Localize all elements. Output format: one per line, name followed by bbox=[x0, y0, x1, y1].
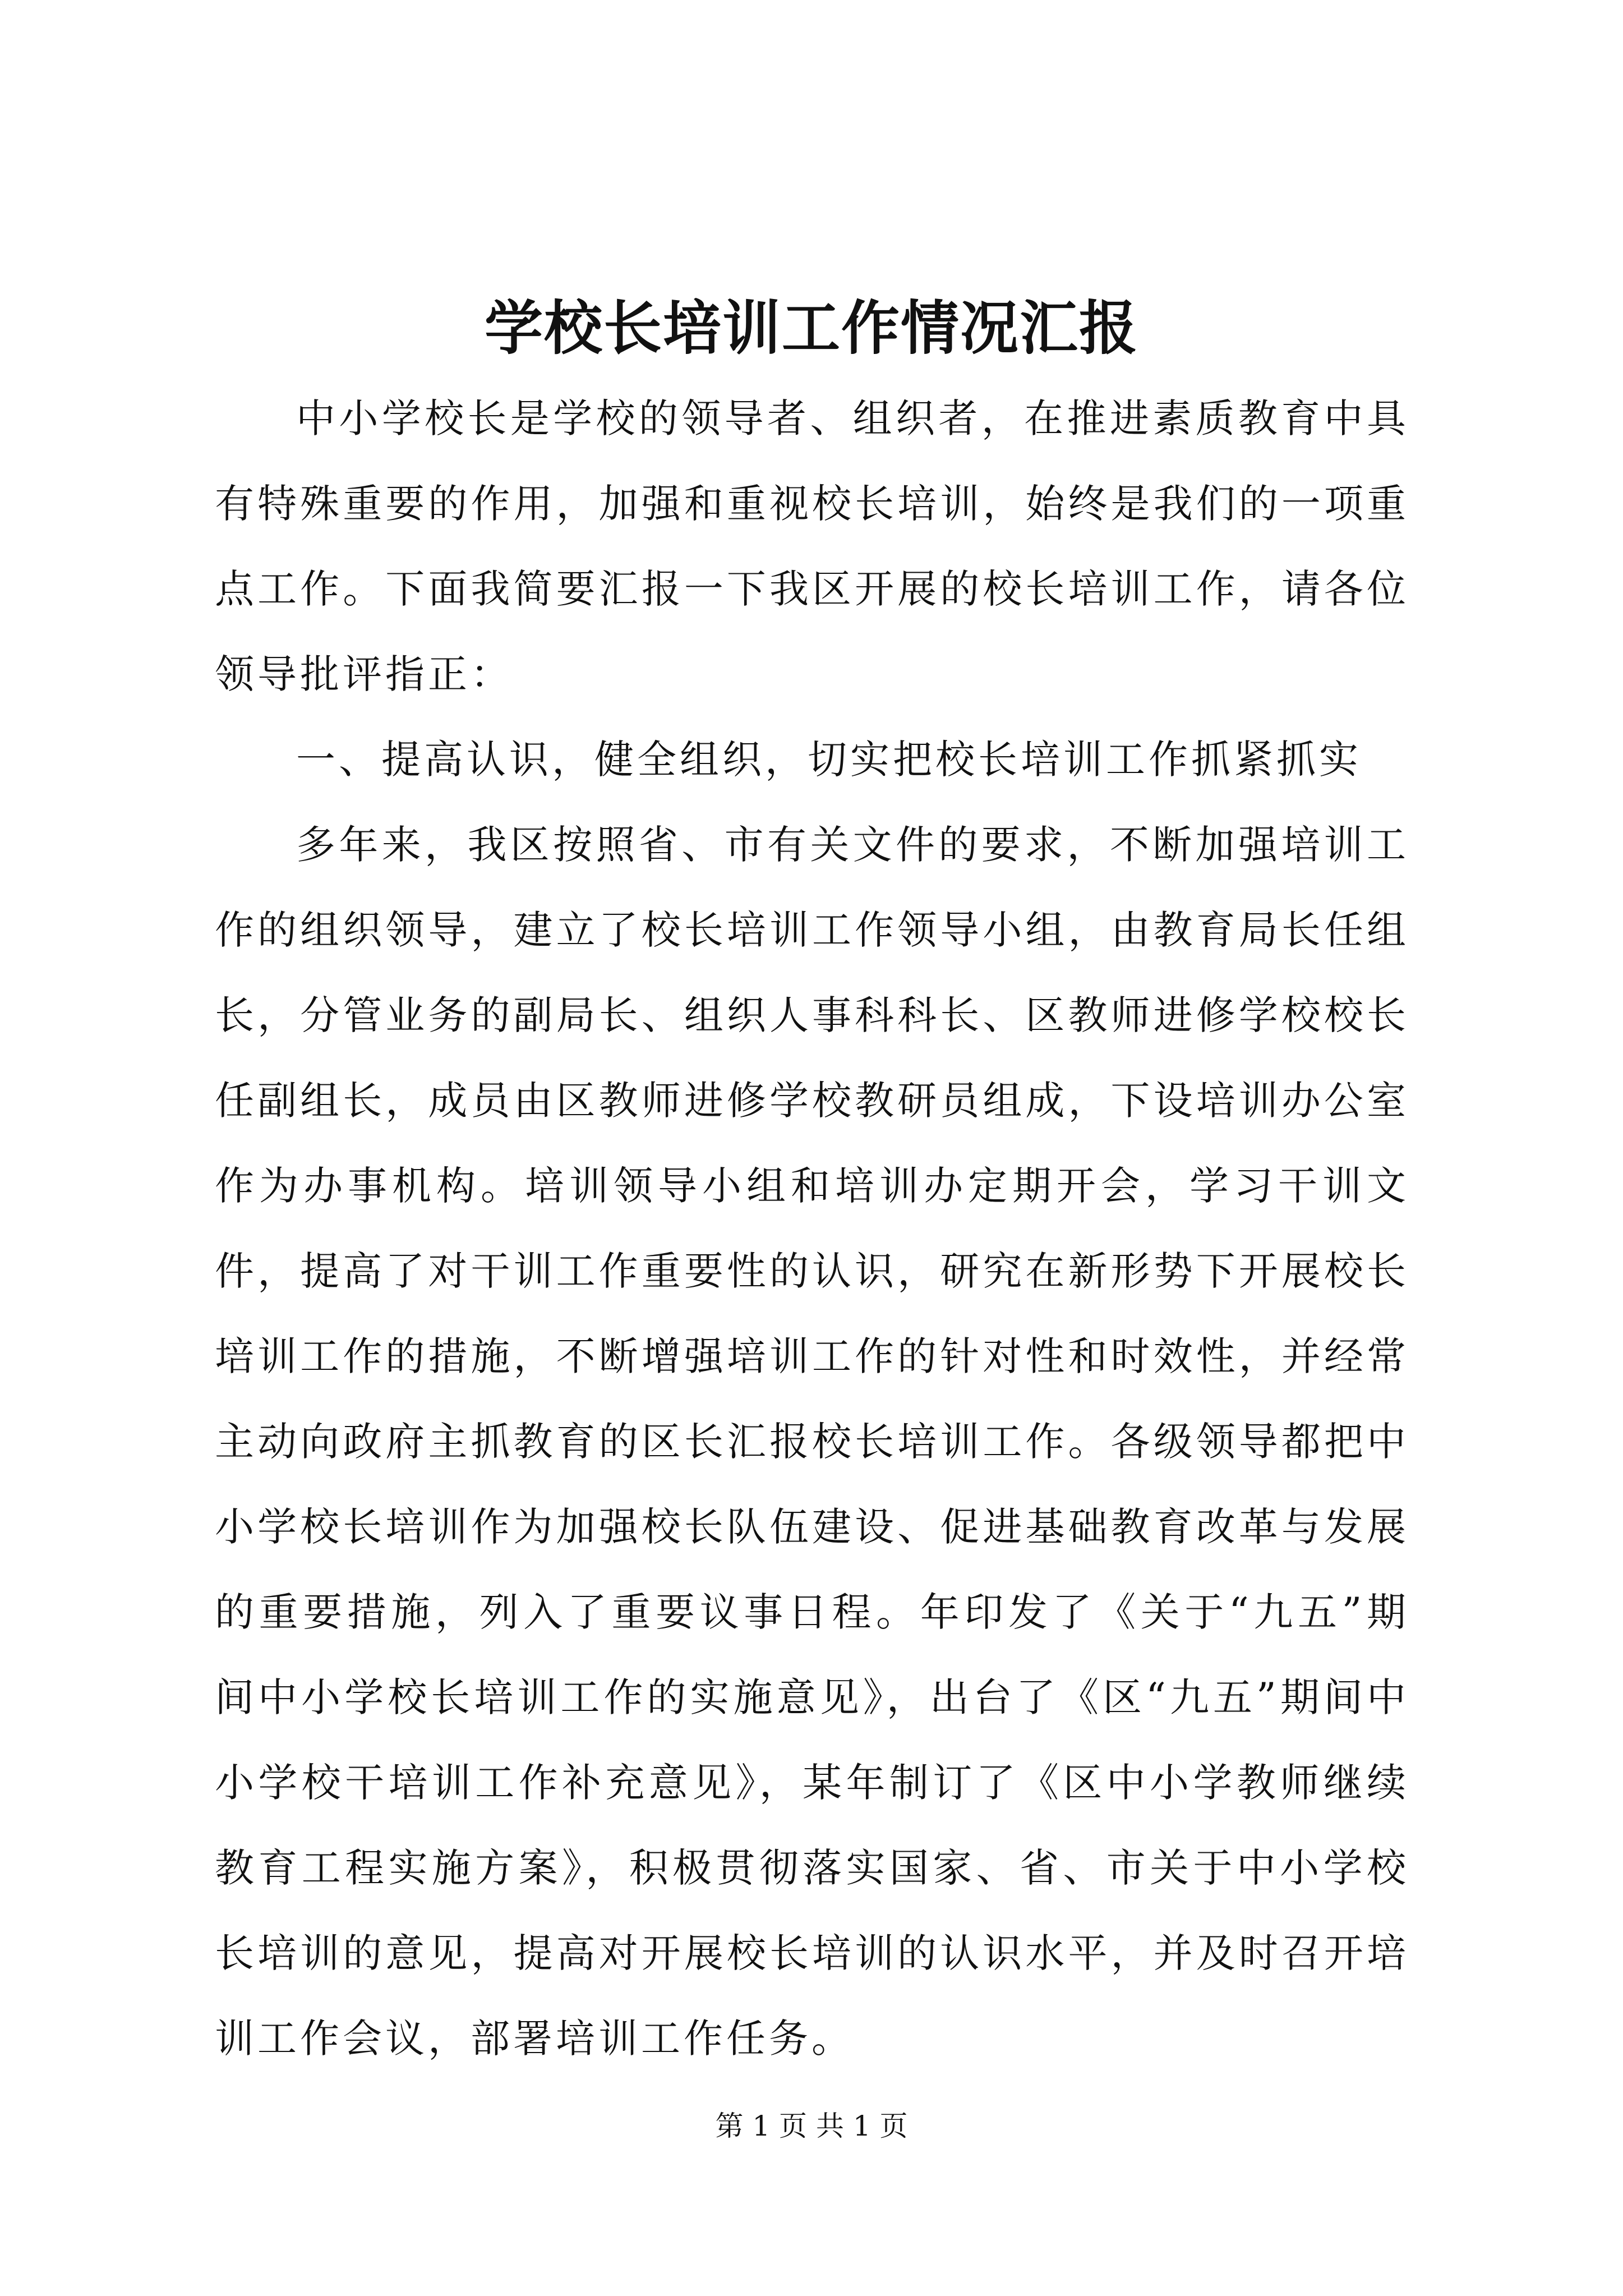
intro-paragraph: 中小学校长是学校的领导者、组织者，在推进素质教育中具有特殊重要的作用，加强和重视校长培训，始终是我们的一项重点工作。下面我简要汇报一下我区开展的校长培训工作，请各位领导批评指正： bbox=[215, 395, 1409, 697]
section-heading: 一、提高认识，健全组织，切实把校长培训工作抓紧抓实 bbox=[296, 737, 1362, 783]
section-paragraph: 多年来，我区按照省、市有关文件的要求，不断加强培训工作的组织领导，建立了校长培训工作领导小组，由教育局长任组长，分管业务的副局长、组织人事科科长、区教师进修学校校长任副组长，成员由区教师进修学校教研员组成，下设培训办公室作为办事机构。培训领导小组和培训办定期开会，学习干训文件，提高了对干训工作重要性的认识，研究在新形势下开展校长培训工作的措施，不断增强培训工作的针对性和时效性，并经常主动向政府主抓教育的区长汇报校长培训工作。各级领导都把中小学校长培训作为加强校长队伍建设、促进基础教育改革与发展的重要措施，列入了重要议事日程。年印发了《关于“九五”期间中小学校长培训工作的实施意见》，出台了《区“九五”期间中小学校干培训工作补充意见》，某年制订了《区中小学教师继续教育工程实施方案》，积极贯彻落实国家、省、市关于中小学校长培训的意见，提高对开展校长培训的认识水平，并及时召开培训工作会议，部署培训工作任务。 bbox=[215, 822, 1409, 2062]
document-body bbox=[215, 376, 1409, 2081]
page-number-footer: 第 1 页 共 1 页 bbox=[715, 2110, 908, 2142]
document-title: 学校长培训工作情况汇报 bbox=[484, 293, 1138, 362]
